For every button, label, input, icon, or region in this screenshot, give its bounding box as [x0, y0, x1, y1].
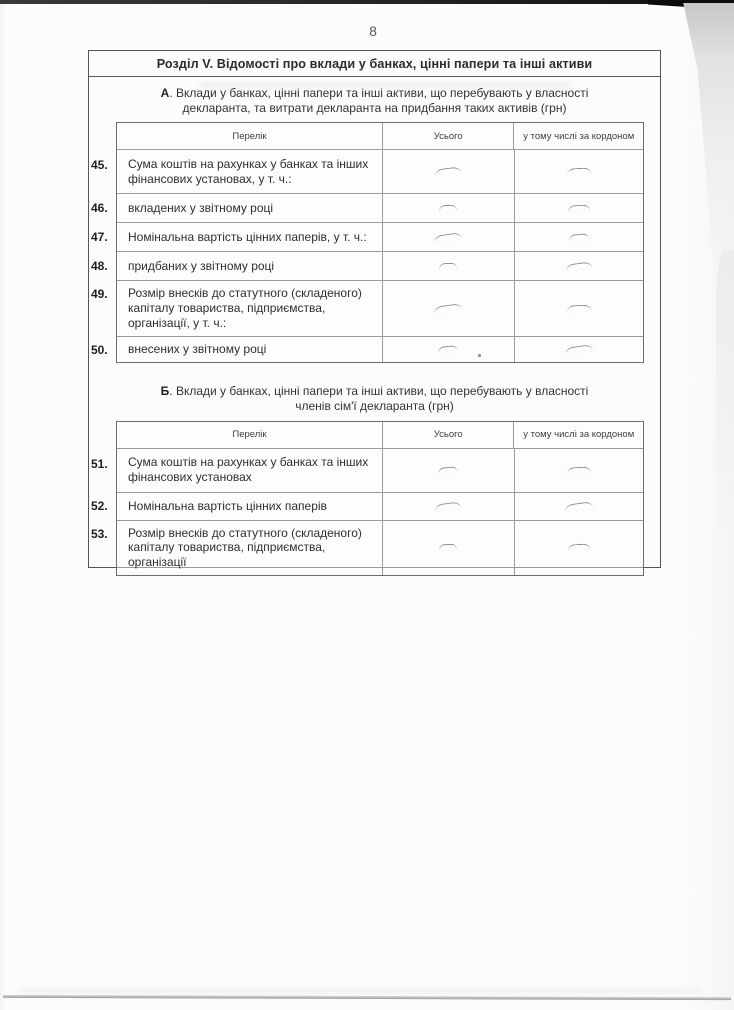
scan-artifact-page-curl	[716, 250, 734, 550]
value-cell-abroad	[515, 493, 643, 520]
value-cell-abroad	[515, 223, 643, 251]
handwritten-dash-mark	[438, 345, 459, 354]
handwritten-dash-mark	[439, 544, 457, 552]
column-header-abroad	[514, 123, 643, 149]
handwritten-dash-mark	[438, 466, 459, 475]
handwritten-dash-mark	[568, 544, 590, 553]
handwritten-dash-mark	[567, 466, 591, 474]
row-number: 53.	[91, 526, 108, 541]
table-row-47	[91, 222, 643, 251]
row-label: вкладених у звітному році	[128, 201, 274, 216]
row-label-cell	[117, 337, 383, 362]
value-cell-total	[383, 521, 514, 576]
value-cell-abroad	[515, 449, 643, 492]
row-number: 47.	[91, 230, 108, 245]
column-header-label: Усього	[433, 130, 463, 142]
row-label-cell	[117, 281, 383, 336]
handwritten-dash-mark	[564, 501, 593, 512]
column-header-total	[383, 422, 515, 448]
value-cell-total	[383, 337, 514, 362]
subsection-b-heading	[159, 384, 591, 414]
column-header-abroad	[514, 422, 643, 448]
value-cell-abroad	[515, 521, 643, 576]
row-label-cell	[117, 223, 383, 251]
value-cell-total	[383, 194, 514, 222]
column-header-perelik	[117, 123, 383, 149]
row-number: 52.	[91, 499, 108, 514]
ink-speck	[478, 354, 481, 357]
column-header-label: у тому числі за кордоном	[523, 130, 635, 142]
row-label-cell	[117, 252, 383, 280]
row-number: 46.	[91, 201, 108, 216]
row-label: внесених у звітному році	[128, 342, 267, 357]
value-cell-total	[383, 150, 514, 193]
handwritten-dash-mark	[435, 167, 462, 177]
value-cell-abroad	[515, 337, 643, 362]
handwritten-dash-mark	[434, 232, 463, 243]
table-a-wrapper	[91, 122, 644, 363]
form-section-box	[88, 50, 661, 568]
scan-artifact-top-edge	[0, 0, 734, 4]
value-cell-total	[383, 252, 514, 280]
table-row-46	[91, 193, 643, 222]
handwritten-dash-mark	[567, 305, 591, 313]
value-cell-total	[383, 493, 514, 520]
row-label-cell	[117, 150, 383, 193]
table-row-50	[91, 336, 643, 362]
subsection-b-letter: Б	[160, 384, 170, 399]
table-row-48	[91, 251, 643, 280]
row-number: 49.	[91, 287, 108, 302]
row-number: 45.	[91, 158, 108, 173]
table-row-49	[91, 280, 643, 336]
handwritten-dash-mark	[564, 344, 593, 355]
value-cell-total	[383, 223, 514, 251]
handwritten-dash-mark	[568, 204, 590, 213]
table-row-45	[91, 149, 643, 193]
row-label: Сума коштів на рахунках у банках та інших фінансових установах	[128, 455, 369, 485]
table-row-51	[91, 448, 643, 492]
row-label: Сума коштів на рахунках у банках та інших фінансових установах, у т. ч.:	[128, 157, 369, 186]
table-a	[91, 122, 644, 363]
page-number: 8	[369, 23, 377, 39]
handwritten-dash-mark	[565, 261, 592, 271]
row-label: придбаних у звітному році	[128, 259, 275, 274]
row-label: Номінальна вартість цінних паперів	[128, 498, 327, 513]
handwritten-dash-mark	[567, 168, 591, 176]
subsection-a-heading-text: . Вклади у банках, цінні папери та інші активи, що перебувають у власності декларанта, та витрати декларанта на придбання таких активів (грн)	[169, 86, 589, 116]
table-b-wrapper	[91, 421, 644, 577]
row-number: 51.	[91, 456, 108, 471]
subsection-a-heading	[159, 86, 591, 116]
handwritten-dash-mark	[439, 205, 457, 213]
column-header-label: Усього	[433, 429, 463, 441]
table-row-53	[91, 520, 643, 576]
value-cell-total	[383, 281, 514, 336]
row-label-cell	[117, 194, 383, 222]
row-label-cell	[117, 449, 383, 492]
handwritten-dash-mark	[568, 233, 589, 242]
row-number: 48.	[91, 259, 108, 274]
page-bottom-edge	[3, 995, 731, 1000]
handwritten-dash-mark	[434, 303, 463, 314]
row-label: Номінальна вартість цінних паперів, у т. ч.:	[128, 230, 367, 245]
row-label-cell	[117, 521, 383, 576]
value-cell-abroad	[515, 252, 643, 280]
section-title: Розділ V. Відомості про вклади у банках, цінні папери та інші активи	[89, 51, 660, 77]
handwritten-dash-mark	[435, 501, 462, 511]
table-header-row	[117, 123, 643, 149]
column-header-total	[383, 123, 515, 149]
value-cell-abroad	[515, 194, 643, 222]
table-row-52	[91, 492, 643, 520]
column-header-label: Перелік	[232, 130, 267, 142]
column-header-label: у тому числі за кордоном	[523, 429, 635, 441]
row-label-cell	[117, 493, 383, 520]
scan-artifact-bottom-haze	[20, 988, 700, 994]
table-header-row	[117, 422, 643, 448]
table-b	[91, 421, 644, 577]
value-cell-abroad	[515, 150, 643, 193]
column-header-perelik	[117, 422, 383, 448]
value-cell-total	[383, 449, 514, 492]
row-label: Розмір внесків до статутного (складеного) капіталу товариства, підприємства, організації	[128, 525, 362, 570]
subsection-b-heading-text: . Вклади у банках, цінні папери та інші активи, що перебувають у власності членів сім'ї декларанта (грн)	[169, 384, 589, 414]
row-number: 50.	[91, 342, 108, 357]
handwritten-dash-mark	[439, 263, 457, 271]
value-cell-abroad	[515, 281, 643, 336]
column-header-label: Перелік	[232, 428, 267, 440]
subsection-a-letter: А	[160, 86, 170, 100]
row-label: Розмір внесків до статутного (складеного) капіталу товариства, підприємства, організації, у т. ч.:	[128, 286, 362, 331]
